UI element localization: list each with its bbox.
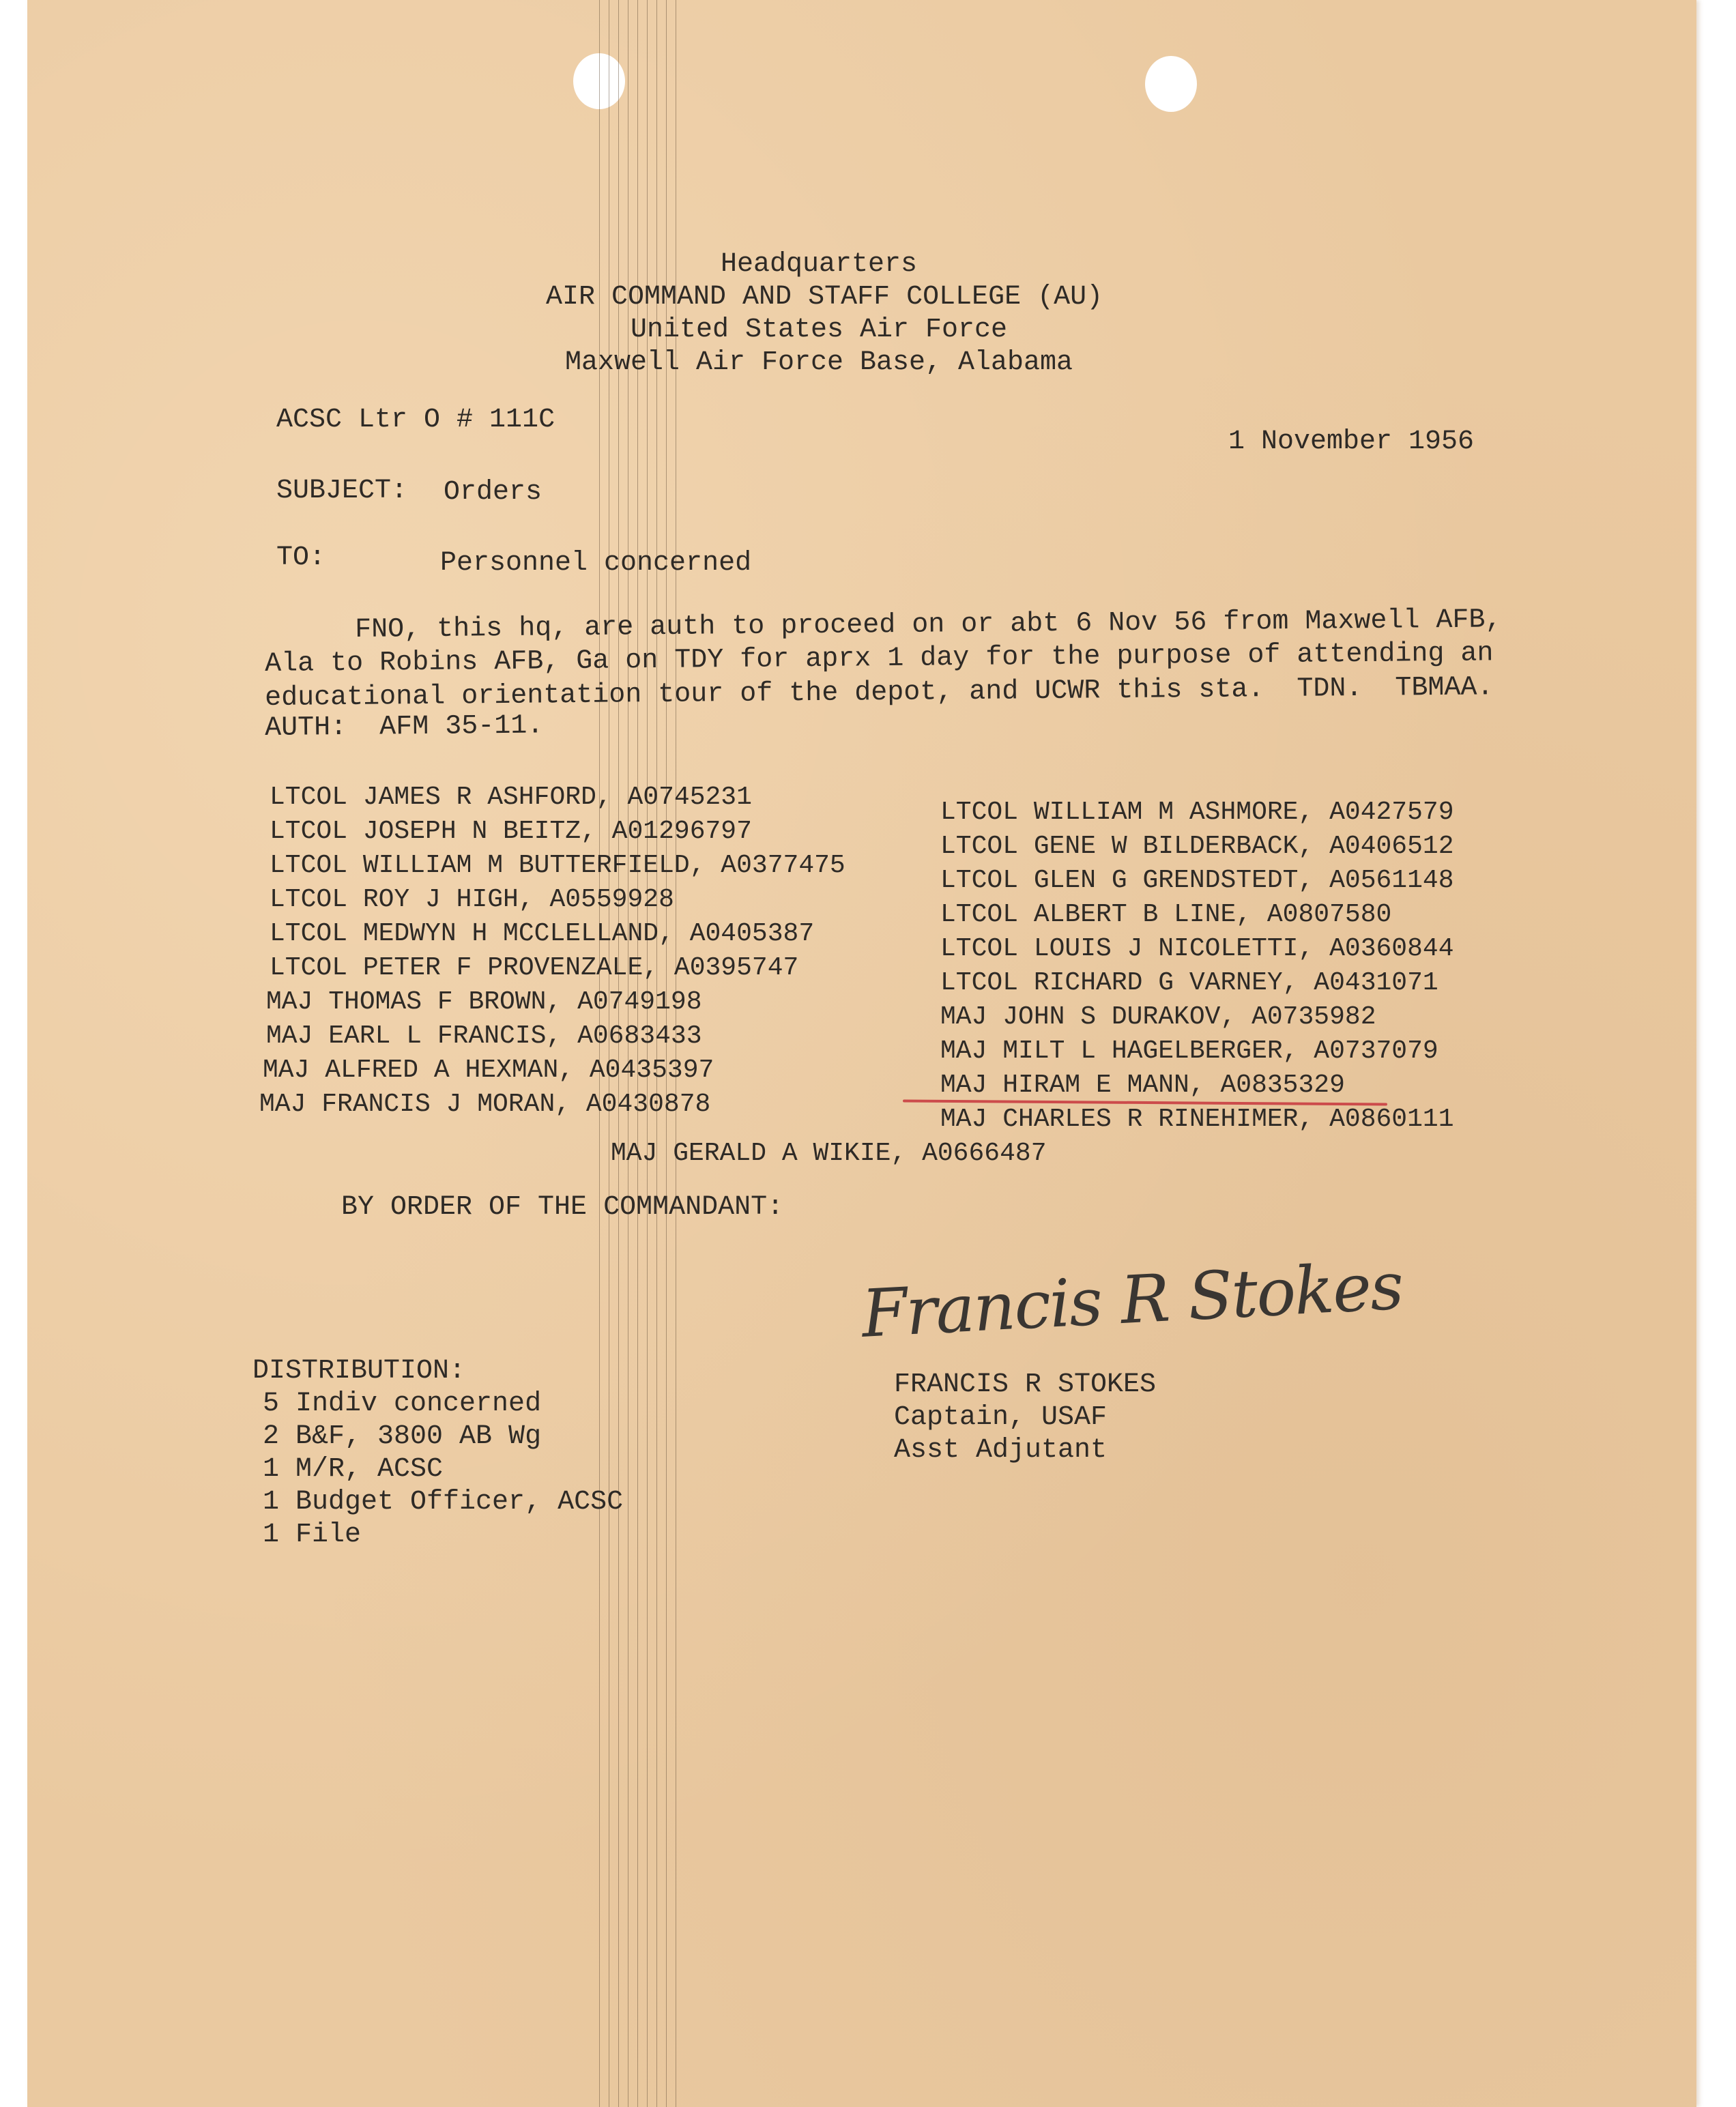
header-line-2: AIR COMMAND AND STAFF COLLEGE (AU) (546, 282, 1103, 313)
personnel-left-9: MAJ ALFRED A HEXMAN, A0435397 (263, 1056, 714, 1085)
distribution-item-5: 1 File (263, 1520, 362, 1550)
to-label: TO: (276, 542, 326, 573)
letter-reference: ACSC Ltr O # 111C (276, 405, 555, 435)
body-line-2: Ala to Robins AFB, Ga on TDY for aprx 1 day for the purpose of attending an (265, 638, 1494, 680)
distribution-item-1: 5 Indiv concerned (263, 1389, 542, 1419)
personnel-left-5: LTCOL MEDWYN H MCCLELLAND, A0405387 (270, 919, 815, 948)
personnel-right-5: LTCOL LOUIS J NICOLETTI, A0360844 (940, 934, 1454, 963)
header-line-3: United States Air Force (630, 315, 1008, 345)
personnel-right-4: LTCOL ALBERT B LINE, A0807580 (940, 900, 1392, 929)
personnel-center: MAJ GERALD A WIKIE, A0666487 (611, 1139, 1047, 1168)
subject-value: Orders (444, 477, 542, 508)
personnel-left-4: LTCOL ROY J HIGH, A0559928 (270, 885, 674, 914)
personnel-right-9: MAJ HIRAM E MANN, A0835329 (940, 1071, 1345, 1100)
personnel-left-6: LTCOL PETER F PROVENZALE, A0395747 (270, 953, 799, 983)
document-page (27, 0, 1696, 2107)
personnel-right-7: MAJ JOHN S DURAKOV, A0735982 (940, 1002, 1376, 1032)
signatory-title: Asst Adjutant (894, 1435, 1108, 1466)
body-line-1: FNO, this hq, are auth to proceed on or abt 6 Nov 56 from Maxwell AFB, (355, 605, 1502, 645)
distribution-label: DISTRIBUTION: (252, 1356, 466, 1386)
punch-hole-right (1145, 56, 1197, 112)
header-line-1: Headquarters (720, 249, 918, 280)
personnel-left-3: LTCOL WILLIAM M BUTTERFIELD, A0377475 (270, 851, 845, 880)
signatory-name: FRANCIS R STOKES (894, 1369, 1157, 1400)
distribution-item-2: 2 B&F, 3800 AB Wg (263, 1421, 542, 1452)
personnel-left-2: LTCOL JOSEPH N BEITZ, A01296797 (270, 817, 752, 846)
personnel-left-1: LTCOL JAMES R ASHFORD, A0745231 (270, 783, 752, 812)
to-value: Personnel concerned (440, 548, 752, 579)
header-line-4: Maxwell Air Force Base, Alabama (564, 347, 1073, 378)
personnel-right-1: LTCOL WILLIAM M ASHMORE, A0427579 (940, 798, 1454, 827)
personnel-left-10: MAJ FRANCIS J MORAN, A0430878 (259, 1090, 711, 1119)
personnel-left-8: MAJ EARL L FRANCIS, A0683433 (266, 1021, 702, 1051)
personnel-right-2: LTCOL GENE W BILDERBACK, A0406512 (940, 832, 1454, 861)
by-order-line: BY ORDER OF THE COMMANDANT: (341, 1192, 784, 1223)
handwritten-signature: Francis R Stokes (860, 1247, 1404, 1352)
body-line-3: educational orientation tour of the depot, and UCWR this sta. TDN. TBMAA. (265, 672, 1494, 714)
signatory-rank: Captain, USAF (894, 1402, 1108, 1433)
personnel-right-8: MAJ MILT L HAGELBERGER, A0737079 (940, 1036, 1438, 1066)
body-line-4: AUTH: AFM 35-11. (265, 710, 544, 744)
subject-label: SUBJECT: (276, 476, 408, 506)
personnel-right-6: LTCOL RICHARD G VARNEY, A0431071 (940, 968, 1438, 998)
personnel-right-3: LTCOL GLEN G GRENDSTEDT, A0561148 (940, 866, 1454, 895)
distribution-item-4: 1 Budget Officer, ACSC (263, 1487, 624, 1517)
personnel-right-10: MAJ CHARLES R RINEHIMER, A0860111 (940, 1105, 1454, 1134)
personnel-left-7: MAJ THOMAS F BROWN, A0749198 (266, 987, 702, 1017)
distribution-item-3: 1 M/R, ACSC (263, 1454, 444, 1485)
letter-date: 1 November 1956 (1228, 426, 1475, 457)
